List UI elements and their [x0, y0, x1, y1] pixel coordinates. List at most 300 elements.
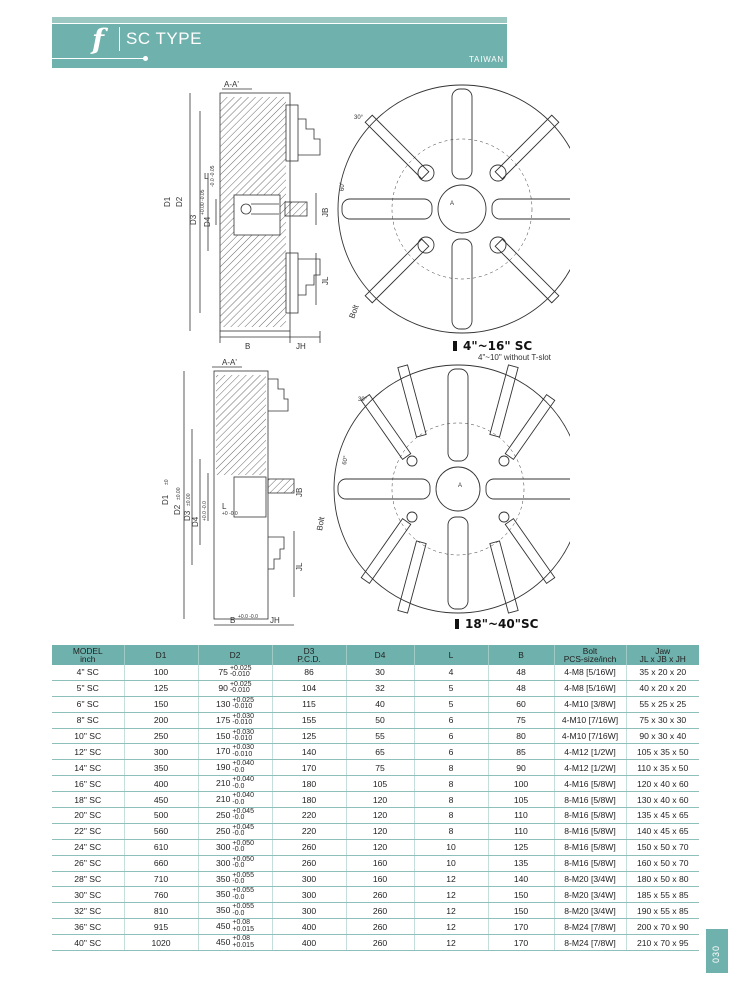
cell-model: 32" SC — [52, 903, 124, 919]
cell-jaw: 135 x 45 x 65 — [626, 808, 699, 824]
header-subtitle: TAIWAN — [468, 55, 504, 64]
d2-tol-lower: -0.0 — [232, 782, 245, 790]
caption-bullet-icon — [455, 619, 459, 629]
cell-model: 5" SC — [52, 680, 124, 696]
cell-b: 75 — [488, 712, 554, 728]
cell-model: 28" SC — [52, 871, 124, 887]
cell-d1: 1020 — [124, 935, 198, 951]
cell-d3: 400 — [272, 935, 346, 951]
cell-model: 4" SC — [52, 665, 124, 680]
cell-d1: 915 — [124, 919, 198, 935]
cell-jaw: 140 x 45 x 65 — [626, 823, 699, 839]
d2-tol-lower: -0.010 — [232, 719, 253, 727]
cell-bolt: 4-M12 [1/2W] — [554, 744, 626, 760]
cell-bolt: 4-M10 [7/16W] — [554, 728, 626, 744]
header-bar — [52, 24, 507, 68]
side-view-1 — [190, 89, 320, 343]
cell-d2 — [198, 903, 272, 919]
d2-dim-d2: D2 — [173, 504, 182, 515]
cell-d2 — [198, 712, 272, 728]
cell-d3: 300 — [272, 903, 346, 919]
d2-tolerance — [232, 825, 254, 838]
d2-dim-jh: JH — [270, 616, 280, 625]
cell-d3: 260 — [272, 855, 346, 871]
table-row — [52, 744, 699, 760]
cell-d4: 260 — [346, 935, 414, 951]
d2-tol-upper: +0.040 — [232, 792, 254, 800]
cell-d4: 160 — [346, 871, 414, 887]
table-row — [52, 808, 699, 824]
d2-tol-lower: +0.015 — [232, 941, 254, 949]
d2-tol-lower: -0.010 — [229, 671, 250, 679]
cell-d2 — [198, 665, 272, 680]
brand-logo-icon: f — [91, 23, 105, 56]
d1-angle-small: 30° — [354, 115, 364, 121]
d2-dim-d2-tol: ±0.00 — [176, 487, 182, 500]
cell-d1: 710 — [124, 871, 198, 887]
cell-model: 26" SC — [52, 855, 124, 871]
d2-tol-lower: -0.0 — [232, 766, 245, 774]
cell-d1: 560 — [124, 823, 198, 839]
cell-model: 22" SC — [52, 823, 124, 839]
d2-tol-upper: +0.050 — [232, 839, 254, 847]
table-row — [52, 696, 699, 712]
cell-d4: 120 — [346, 839, 414, 855]
cell-model: 24" SC — [52, 839, 124, 855]
d2-tol-lower: -0.0 — [232, 814, 245, 822]
cell-d4: 40 — [346, 696, 414, 712]
d2-value: 250 — [216, 825, 231, 836]
cell-d3: 220 — [272, 808, 346, 824]
table-row — [52, 935, 699, 951]
cell-d3: 400 — [272, 919, 346, 935]
cell-l: 12 — [414, 903, 488, 919]
cell-jaw: 160 x 50 x 70 — [626, 855, 699, 871]
cell-d3: 170 — [272, 760, 346, 776]
cell-model: 12" SC — [52, 744, 124, 760]
d1-dim-d1: D1 — [163, 196, 172, 207]
d2-value: 450 — [216, 920, 231, 931]
d1-dim-l-tol: -0.0 -0.05 — [210, 165, 216, 187]
cell-d4: 120 — [346, 823, 414, 839]
d1-bolt-label: Bolt — [347, 303, 361, 320]
col-header-d3: D3 P.C.D. — [272, 645, 346, 665]
cell-d4: 65 — [346, 744, 414, 760]
cell-d2 — [198, 776, 272, 792]
d2-tol-lower: +0.015 — [232, 925, 254, 933]
caption-small-range: 4"~16" SC — [453, 339, 532, 353]
header-rule — [52, 58, 144, 59]
cell-bolt: 4-M10 [3/8W] — [554, 696, 626, 712]
cell-model: 18" SC — [52, 792, 124, 808]
table-row — [52, 855, 699, 871]
cell-model: 20" SC — [52, 808, 124, 824]
cell-model: 10" SC — [52, 728, 124, 744]
cell-d3: 300 — [272, 887, 346, 903]
d2-value: 350 — [216, 889, 231, 900]
d2-dim-b-tol: +0.0 -0.0 — [238, 614, 258, 620]
d2-angle-large: 60° — [342, 455, 350, 466]
cell-l: 5 — [414, 696, 488, 712]
cell-l: 12 — [414, 887, 488, 903]
cell-d3: 104 — [272, 680, 346, 696]
d2-tol-lower: -0.0 — [232, 846, 245, 854]
cell-l: 6 — [414, 712, 488, 728]
cell-d4: 55 — [346, 728, 414, 744]
d2-tol-upper: +0.050 — [232, 855, 254, 863]
cell-d1: 125 — [124, 680, 198, 696]
cell-b: 80 — [488, 728, 554, 744]
d1-dim-d3-tol: +0.00 -0.05 — [200, 189, 206, 215]
cell-d2 — [198, 728, 272, 744]
col-header-d1: D1 — [124, 645, 198, 665]
cell-d1: 400 — [124, 776, 198, 792]
d2-tol-lower: -0.010 — [232, 735, 253, 742]
d1-dim-jh: JH — [296, 342, 306, 351]
cell-d3: 260 — [272, 839, 346, 855]
cell-b: 48 — [488, 680, 554, 696]
page-number: 030 — [711, 944, 721, 963]
cell-model: 36" SC — [52, 919, 124, 935]
d2-tolerance — [232, 761, 254, 774]
cell-d2 — [198, 808, 272, 824]
cell-d4: 260 — [346, 887, 414, 903]
cell-d4: 50 — [346, 712, 414, 728]
d2-dim-b: B — [230, 616, 236, 625]
cell-bolt: 4-M10 [7/16W] — [554, 712, 626, 728]
d2-tolerance — [232, 809, 254, 822]
cell-jaw: 210 x 70 x 95 — [626, 935, 699, 951]
d2-tolerance — [230, 666, 252, 679]
cell-d2 — [198, 823, 272, 839]
cell-d2 — [198, 680, 272, 696]
cell-d1: 500 — [124, 808, 198, 824]
cell-b: 110 — [488, 808, 554, 824]
cell-d4: 105 — [346, 776, 414, 792]
cell-d1: 350 — [124, 760, 198, 776]
page-number-tab — [706, 929, 728, 973]
d2-tolerance — [232, 793, 254, 806]
spec-table — [52, 645, 699, 951]
cell-b: 60 — [488, 696, 554, 712]
d2-tol-lower: -0.010 — [232, 750, 253, 758]
d2-dim-d1: D1 — [161, 494, 170, 505]
d2-dim-l: L — [222, 502, 227, 511]
d1-dim-d2: D2 — [175, 196, 184, 207]
cell-model: 16" SC — [52, 776, 124, 792]
cell-bolt: 8-M20 [3/4W] — [554, 887, 626, 903]
cell-d4: 260 — [346, 903, 414, 919]
d2-tol-upper: +0.08 — [232, 935, 251, 943]
d2-section-label: A-A' — [222, 358, 237, 367]
cell-bolt: 4-M8 [5/16W] — [554, 665, 626, 680]
page-title: SC TYPE — [126, 29, 202, 48]
front-view-1 — [338, 85, 570, 333]
d2-value: 210 — [216, 777, 231, 788]
cell-d4: 32 — [346, 680, 414, 696]
table-row — [52, 903, 699, 919]
side-view-2 — [184, 367, 294, 625]
d2-a-label: A — [458, 483, 463, 489]
cell-d1: 200 — [124, 712, 198, 728]
d2-value: 300 — [216, 857, 231, 868]
d2-value: 90 — [218, 682, 228, 693]
d1-dim-d4: D4 — [203, 216, 212, 227]
cell-d1: 450 — [124, 792, 198, 808]
cell-jaw: 190 x 55 x 85 — [626, 903, 699, 919]
cell-d1: 810 — [124, 903, 198, 919]
d2-tol-upper: +0.030 — [232, 712, 254, 720]
cell-bolt: 4-M12 [1/2W] — [554, 760, 626, 776]
cell-d4: 75 — [346, 760, 414, 776]
d2-tol-upper: +0.08 — [232, 919, 251, 927]
d2-tol-lower: -0.0 — [232, 909, 245, 917]
d2-tol-lower: -0.0 — [232, 830, 245, 838]
cell-jaw: 185 x 55 x 85 — [626, 887, 699, 903]
table-row — [52, 760, 699, 776]
d2-tolerance — [232, 888, 254, 901]
d2-dim-d4-tol: +0.0 -0.0 — [202, 501, 208, 521]
cell-l: 8 — [414, 808, 488, 824]
d2-value: 450 — [216, 936, 231, 947]
d2-value: 350 — [216, 873, 231, 884]
d2-tolerance — [232, 698, 254, 711]
d2-bolt-label: Bolt — [315, 516, 327, 532]
cell-bolt: 8-M16 [5/8W] — [554, 839, 626, 855]
cell-d3: 220 — [272, 823, 346, 839]
header-rule-dot — [143, 56, 148, 61]
header-separator — [119, 27, 120, 51]
cell-l: 12 — [414, 935, 488, 951]
cell-b: 48 — [488, 665, 554, 680]
cell-d3: 115 — [272, 696, 346, 712]
d2-tol-upper: +0.040 — [232, 760, 254, 768]
d2-tol-upper: +0.030 — [232, 744, 254, 752]
d2-tolerance — [232, 904, 254, 917]
cell-jaw: 150 x 50 x 70 — [626, 839, 699, 855]
cell-l: 8 — [414, 823, 488, 839]
cell-d2 — [198, 935, 272, 951]
cell-d1: 150 — [124, 696, 198, 712]
cell-b: 90 — [488, 760, 554, 776]
table-row — [52, 728, 699, 744]
d2-tol-lower: -0.010 — [229, 687, 250, 695]
d2-tol-upper: +0.055 — [232, 871, 254, 879]
cell-d3: 140 — [272, 744, 346, 760]
cell-jaw: 110 x 35 x 50 — [626, 760, 699, 776]
d2-tol-lower: -0.0 — [232, 862, 245, 870]
d2-value: 150 — [216, 730, 231, 741]
cell-bolt: 8-M20 [3/4W] — [554, 871, 626, 887]
cell-b: 140 — [488, 871, 554, 887]
d2-tolerance — [232, 745, 254, 758]
d2-value: 250 — [216, 809, 231, 820]
cell-b: 105 — [488, 792, 554, 808]
table-row — [52, 871, 699, 887]
d1-dim-jb: JB — [321, 207, 330, 217]
d2-tolerance — [232, 920, 254, 933]
cell-l: 12 — [414, 919, 488, 935]
cell-d2 — [198, 887, 272, 903]
cell-b: 110 — [488, 823, 554, 839]
table-row — [52, 887, 699, 903]
cell-l: 10 — [414, 855, 488, 871]
d2-tolerance — [232, 714, 254, 727]
d2-tol-upper: +0.045 — [232, 807, 254, 815]
cell-b: 125 — [488, 839, 554, 855]
cell-l: 4 — [414, 665, 488, 680]
cell-d2 — [198, 696, 272, 712]
cell-jaw: 105 x 35 x 50 — [626, 744, 699, 760]
table-row — [52, 665, 699, 680]
caption-large-range: 18"~40"SC — [455, 617, 538, 631]
d2-tolerance — [232, 857, 254, 870]
caption-bullet-icon — [453, 341, 457, 351]
d2-value: 75 — [218, 666, 228, 677]
d2-tolerance — [232, 777, 254, 790]
d2-dim-d3: D3 — [183, 510, 192, 521]
d1-dim-l: L — [204, 172, 209, 181]
cell-b: 85 — [488, 744, 554, 760]
cell-bolt: 8-M16 [5/8W] — [554, 823, 626, 839]
cell-d1: 610 — [124, 839, 198, 855]
d2-dim-d1-tol: ±0 — [164, 479, 170, 485]
cell-model: 30" SC — [52, 887, 124, 903]
cell-jaw: 200 x 70 x 90 — [626, 919, 699, 935]
cell-l: 10 — [414, 839, 488, 855]
col-header-jaw: Jaw JL x JB x JH — [626, 645, 699, 665]
cell-d2 — [198, 919, 272, 935]
cell-l: 6 — [414, 728, 488, 744]
cell-l: 6 — [414, 744, 488, 760]
d2-dim-d3-tol: ±0.00 — [186, 493, 192, 506]
d2-tolerance — [230, 682, 252, 695]
d2-dim-l-tol: +0 -0.0 — [222, 511, 238, 517]
cell-l: 5 — [414, 680, 488, 696]
d2-tolerance — [232, 936, 254, 949]
d1-dim-jl: JL — [321, 276, 330, 285]
d2-value: 210 — [216, 793, 231, 804]
cell-jaw: 40 x 20 x 20 — [626, 680, 699, 696]
cell-jaw: 55 x 25 x 25 — [626, 696, 699, 712]
d2-tolerance — [232, 730, 254, 743]
d2-tol-lower: -0.0 — [232, 893, 245, 901]
cell-d3: 300 — [272, 871, 346, 887]
cell-b: 100 — [488, 776, 554, 792]
d2-tol-lower: -0.0 — [232, 878, 245, 886]
cell-model: 14" SC — [52, 760, 124, 776]
cell-bolt: 8-M20 [3/4W] — [554, 903, 626, 919]
cell-bolt: 4-M8 [5/16W] — [554, 680, 626, 696]
cell-jaw: 90 x 30 x 40 — [626, 728, 699, 744]
cell-bolt: 8-M24 [7/8W] — [554, 935, 626, 951]
table-row — [52, 680, 699, 696]
d2-tol-lower: -0.010 — [232, 703, 253, 711]
table-row — [52, 792, 699, 808]
header-top-band — [52, 17, 507, 23]
cell-model: 8" SC — [52, 712, 124, 728]
cell-bolt: 8-M16 [5/8W] — [554, 792, 626, 808]
d1-a-label: A — [450, 201, 455, 207]
cell-jaw: 180 x 50 x 80 — [626, 871, 699, 887]
cell-d2 — [198, 871, 272, 887]
cell-d1: 100 — [124, 665, 198, 680]
cell-d4: 160 — [346, 855, 414, 871]
cell-jaw: 35 x 20 x 20 — [626, 665, 699, 680]
cell-b: 170 — [488, 935, 554, 951]
table-row — [52, 919, 699, 935]
d1-dim-d3: D3 — [189, 214, 198, 225]
table-row — [52, 823, 699, 839]
cell-b: 150 — [488, 887, 554, 903]
cell-bolt: 8-M24 [7/8W] — [554, 919, 626, 935]
d2-dim-jb: JB — [295, 487, 304, 497]
col-header-d4: D4 — [346, 645, 414, 665]
d2-value: 350 — [216, 905, 231, 916]
cell-d1: 300 — [124, 744, 198, 760]
col-header-bolt: Bolt PCS-size/inch — [554, 645, 626, 665]
d2-tol-lower: -0.0 — [232, 798, 245, 806]
d1-dim-b: B — [245, 342, 251, 351]
d2-tol-upper: +0.045 — [232, 823, 254, 831]
d2-dim-d4: D4 — [191, 516, 200, 527]
cell-d3: 180 — [272, 792, 346, 808]
cell-bolt: 4-M16 [5/8W] — [554, 776, 626, 792]
cell-d3: 155 — [272, 712, 346, 728]
cell-d2 — [198, 744, 272, 760]
d2-tol-upper: +0.040 — [232, 776, 254, 784]
cell-d1: 250 — [124, 728, 198, 744]
col-header-model: MODEL inch — [52, 645, 124, 665]
d2-tol-upper: +0.025 — [229, 680, 252, 688]
cell-l: 8 — [414, 792, 488, 808]
cell-b: 135 — [488, 855, 554, 871]
cell-d2 — [198, 855, 272, 871]
cell-d1: 660 — [124, 855, 198, 871]
d2-value: 190 — [216, 762, 231, 773]
d1-angle-large: 60° — [340, 181, 346, 191]
cell-d4: 120 — [346, 808, 414, 824]
d2-dim-jl: JL — [295, 562, 304, 571]
d2-tol-upper: +0.055 — [232, 887, 254, 895]
col-header-d2: D2 — [198, 645, 272, 665]
caption-small-range-note: 4"~10" without T-slot — [478, 353, 551, 362]
cell-d3: 125 — [272, 728, 346, 744]
cell-d4: 30 — [346, 665, 414, 680]
spec-table-header — [52, 645, 699, 665]
cell-b: 170 — [488, 919, 554, 935]
cell-d2 — [198, 839, 272, 855]
d2-tol-upper: +0.025 — [229, 664, 252, 672]
table-row — [52, 839, 699, 855]
col-header-l: L — [414, 645, 488, 665]
cell-model: 6" SC — [52, 696, 124, 712]
front-view-2 — [334, 365, 570, 613]
d2-value: 300 — [216, 841, 231, 852]
d2-angle-small: 30° — [358, 397, 368, 403]
d2-tolerance — [232, 873, 254, 886]
cell-jaw: 75 x 30 x 30 — [626, 712, 699, 728]
cell-d3: 180 — [272, 776, 346, 792]
cell-d4: 120 — [346, 792, 414, 808]
cell-l: 8 — [414, 776, 488, 792]
cell-model: 40" SC — [52, 935, 124, 951]
d2-tol-upper: +0.030 — [232, 728, 254, 736]
col-header-b: B — [488, 645, 554, 665]
cell-jaw: 120 x 40 x 60 — [626, 776, 699, 792]
cell-l: 8 — [414, 760, 488, 776]
cell-b: 150 — [488, 903, 554, 919]
